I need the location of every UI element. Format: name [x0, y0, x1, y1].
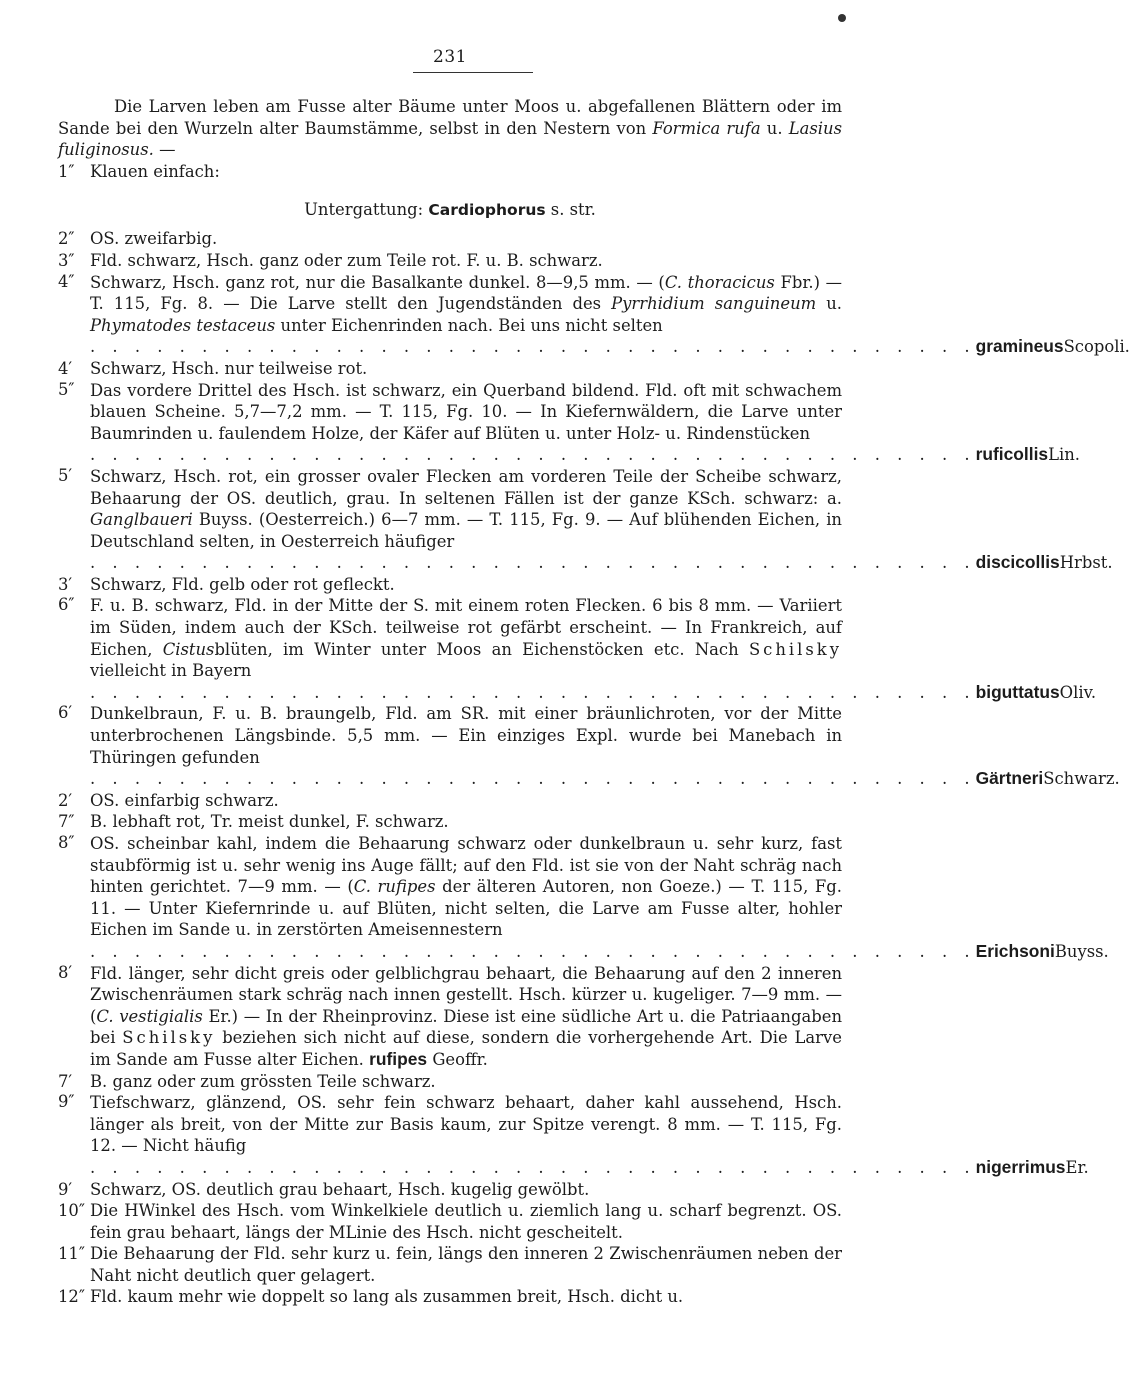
key-number: 11″ [58, 1244, 85, 1264]
species-author: Scopoli. [1063, 337, 1130, 357]
key-entry-7a [58, 811, 842, 833]
species-name: Erichsoni [975, 940, 1055, 961]
text-run: Tiefschwarz, glänzend, OS. sehr fein schwarz behaart, daher kahl aussehend, Hsch. länger als breit, von der Mitte zur Basis kaum, zur Spitze verengt. 8 mm. — T. 115, Fg. 12. — Nicht häufig [90, 1093, 842, 1156]
key-text [90, 466, 842, 552]
key-entry-5a [58, 379, 1080, 466]
intro-taxon-formica: Formica rufa [652, 118, 761, 138]
key-text [90, 272, 842, 337]
text-run: vielleicht in Bayern [90, 661, 252, 681]
key-number: 6′ [58, 703, 73, 723]
intro-paragraph [58, 96, 842, 161]
key-entry-4b [58, 358, 842, 380]
leader-dots: . . . . . . . . . . . . . . . . . . . . . . . . . . . . . . . . . . . . . . . . [90, 337, 976, 357]
key-text [90, 595, 842, 681]
key-text: Klauen einfach: [90, 161, 220, 181]
intro-taxon-lasius: Lasius fuliginosus. [58, 118, 843, 160]
species-author: Hrbst. [1059, 553, 1113, 573]
key-text: OS. zweifarbig. [90, 229, 218, 249]
species-name: biguttatus [975, 681, 1060, 702]
species-line [90, 1156, 1089, 1179]
key-text: Schwarz, OS. deutlich grau behaart, Hsch. kugelig gewölbt. [90, 1179, 590, 1199]
species-author: Geoffr. [427, 1049, 488, 1069]
species-line [90, 681, 1097, 704]
key-text: Die Behaarung der Fld. sehr kurz u. fein, längs den inneren 2 Zwischenräumen neben der Naht nicht deutlich quer gelagert. [90, 1244, 842, 1285]
key-text [90, 833, 842, 941]
leader-dots: . . . . . . . . . . . . . . . . . . . . . . . . . . . . . . . . . . . . . . . . [90, 682, 976, 702]
key-text [90, 703, 842, 768]
species-line [90, 552, 1113, 574]
taxon-italic: C. rufipes [353, 877, 436, 897]
species-name: rufipes [369, 1048, 428, 1069]
key-number: 12″ [58, 1287, 85, 1307]
taxon-italic: Phymatodes testaceus [90, 315, 276, 335]
taxon-italic: Ganglbaueri [90, 510, 193, 530]
key-number: 8″ [58, 833, 75, 852]
taxon-italic: Cistus [162, 639, 215, 659]
text-run: Buyss. (Oesterreich.) 6—7 mm. — T. 115, Fg. 9. — Auf blühenden Eichen, in Deutschland selten, in Oesterreich häufiger [90, 510, 842, 551]
key-number: 4′ [58, 358, 73, 378]
key-entry-3a [58, 250, 842, 272]
author-spaced: Schilsky [122, 1028, 216, 1048]
key-text: B. ganz oder zum grössten Teile schwarz. [90, 1071, 436, 1091]
species-author: Schwarz. [1043, 769, 1120, 789]
text-run: OS. scheinbar kahl, indem die Behaarung schwarz oder dunkelbraun u. sehr kurz, fast staubförmig ist u. sehr wenig ins Auge fällt; auf den Fld. ist sie von der Naht schräg nach hinten gerichtet. 7—9 mm. — ( [90, 834, 842, 897]
key-entry-7b [58, 1071, 842, 1093]
key-entry-3b [58, 574, 842, 596]
taxon-italic: C. thoracicus [664, 272, 775, 292]
key-number: 5′ [58, 465, 73, 485]
key-number: 6″ [58, 595, 75, 615]
key-entry-9a [58, 1092, 1089, 1178]
key-text [90, 380, 842, 445]
species-author: Buyss. [1054, 941, 1109, 961]
key-entry-2b [58, 790, 842, 812]
text-run: Fld. länger, sehr dicht greis oder gelblichgrau behaart, die Behaarung auf den 2 inneren Zwischenräumen stark schräg nach innen gestellt. Hsch. kürzer u. kugeliger. 7—9 mm. — ( [90, 963, 842, 1026]
key-number: 9″ [58, 1092, 75, 1112]
species-name: nigerrimus [975, 1156, 1066, 1177]
key-number: 5″ [58, 379, 75, 399]
key-text: OS. einfarbig schwarz. [90, 790, 279, 810]
leader-dots: . . . . . . . . . . . . . . . . . . . . . . . . . . . . . . . . . . . . . . . . [90, 1157, 976, 1177]
species-line [90, 940, 1109, 963]
text-run: der älteren Autoren, non Goeze.) — T. 115, Fg. 11. — Unter Kiefernrinde u. auf Blüten, nicht selten, die Larve am Fusse alter, hohler Eichen im Sande u. in zerstörten Ameisennestern [90, 877, 843, 940]
ink-speck [838, 14, 846, 22]
key-number: 3′ [58, 574, 73, 594]
key-entry-8b [58, 963, 842, 1071]
species-line [90, 336, 1130, 358]
key-number: 2″ [58, 229, 75, 249]
key-entry-5b [58, 465, 1113, 574]
key-text: B. lebhaft rot, Tr. meist dunkel, F. schwarz. [90, 812, 449, 832]
author-spaced: Schilsky [748, 639, 842, 659]
intro-text: u. [760, 118, 789, 138]
text-run: Schwarz, Hsch. rot, ein grosser ovaler Flecken am vorderen Teile der Scheibe schwarz, Behaarung der OS. deutlich, grau. In seltenen Fällen ist der ganze KSch. schwarz: a. [90, 466, 842, 508]
text-run: beziehen sich nicht auf diese, sondern die vorhergehende Art. Die Larve im Sande am Fusse alter Eichen. [90, 1028, 842, 1069]
leader-dots: . . . . . . . . . . . . . . . . . . . . . . . . . . . . . . . . . . . . . . . . [90, 445, 976, 465]
key-entry-4a [58, 271, 1130, 358]
page-number: 231 [433, 47, 467, 67]
key-entry-1a [58, 161, 842, 183]
key-number: 4″ [58, 271, 75, 291]
key-number: 9′ [58, 1179, 73, 1199]
taxon-italic: C. vestigialis [96, 1006, 203, 1026]
leader-dots: . . . . . . . . . . . . . . . . . . . . . . . . . . . . . . . . . . . . . . . . [90, 769, 976, 789]
body-text [58, 96, 1130, 1308]
key-entry-8a [58, 833, 1109, 963]
subgenus-heading [58, 198, 842, 222]
species-name: ruficollis [975, 444, 1049, 465]
species-line [90, 768, 1120, 790]
species-author: Oliv. [1059, 682, 1097, 702]
subgenus-name: Cardiophorus [428, 201, 546, 220]
key-text: Schwarz, Hsch. nur teilweise rot. [90, 358, 368, 378]
key-text: Schwarz, Fld. gelb oder rot gefleckt. [90, 574, 395, 594]
page-number-rule [413, 72, 533, 73]
key-entry-12a [58, 1286, 842, 1308]
key-text: Fld. schwarz, Hsch. ganz oder zum Teile rot. F. u. B. schwarz. [90, 250, 603, 270]
text-run: Das vordere Drittel des Hsch. ist schwarz, ein Querband bildend. Fld. oft mit schwachem blauen Scheine. 5,7—7,2 mm. — T. 115, Fg. 10. — In Kiefernwäldern, die Larve unter Baumrinden u. faulendem Holze, der Käfer auf Blüten u. unter Holz- u. Rindenstücken [90, 380, 842, 443]
intro-text: Die Larven leben am Fusse alter Bäume unter Moos u. abgefallenen Blättern oder im Sande bei den Wurzeln alter Baumstämme, selbst in den Nestern von [58, 97, 842, 138]
key-number: 7″ [58, 812, 75, 832]
key-entry-9b [58, 1179, 842, 1201]
key-entry-2a [58, 228, 842, 250]
key-number: 10″ [58, 1201, 85, 1221]
species-name: gramineus [975, 336, 1064, 357]
species-line [90, 444, 1080, 466]
text-run: blüten, im Winter unter Moos an Eichenstöcken etc. Nach [214, 639, 749, 659]
text-run: F. u. B. schwarz, Fld. in der Mitte der S. mit einem roten Flecken. 6 bis 8 mm. — Variiert im Süden, indem auch der KSch. teilweise rot gefärbt erscheint. — In Frankreich, auf Eichen, [90, 596, 842, 659]
key-text: Fld. kaum mehr wie doppelt so lang als zusammen breit, Hsch. dicht u. [90, 1287, 684, 1307]
key-text [90, 963, 842, 1071]
species-name: discicollis [975, 552, 1060, 573]
text-run: Fbr.) — T. 115, Fg. 8. — Die Larve stellt den Jugendständen des [90, 272, 842, 314]
intro-text: — [153, 140, 176, 160]
leader-dots: . . . . . . . . . . . . . . . . . . . . . . . . . . . . . . . . . . . . . . . . [90, 553, 976, 573]
key-text [90, 1092, 842, 1157]
key-text: Die HWinkel des Hsch. vom Winkelkiele deutlich u. ziemlich lang u. scharf begrenzt. OS. fein grau behaart, längs der MLinie des Hsch. nicht gescheitelt. [90, 1201, 842, 1242]
subgenus-prefix: Untergattung: [304, 200, 429, 220]
species-name: Gärtneri [975, 768, 1044, 789]
leader-dots: . . . . . . . . . . . . . . . . . . . . . . . . . . . . . . . . . . . . . . . . [90, 941, 976, 961]
key-entry-6b [58, 703, 1120, 789]
key-entry-10a [58, 1200, 842, 1243]
key-number: 1″ [58, 161, 75, 181]
key-entry-6a [58, 595, 1097, 703]
key-number: 2′ [58, 790, 73, 810]
key-number: 8′ [58, 962, 73, 982]
species-author: Lin. [1048, 445, 1080, 465]
text-run: Dunkelbraun, F. u. B. braungelb, Fld. am SR. mit einer bräunlichroten, vor der Mitte unterbrochenen Längsbinde. 5,5 mm. — Ein einziges Expl. wurde bei Manebach in Thüringen gefunden [90, 704, 842, 767]
key-number: 3″ [58, 250, 75, 270]
key-entry-11a [58, 1243, 842, 1286]
taxon-italic: Pyrrhidium sanguineum [611, 294, 817, 314]
text-run: u. [816, 294, 843, 314]
text-run: Er.) — In der Rheinprovinz. Diese ist eine südliche Art u. die Patriaangaben bei [90, 1006, 843, 1048]
text-run: unter Eichenrinden nach. Bei uns nicht selten [275, 315, 663, 335]
species-author: Er. [1065, 1157, 1089, 1177]
key-number: 7′ [58, 1071, 73, 1091]
text-run: Schwarz, Hsch. ganz rot, nur die Basalkante dunkel. 8—9,5 mm. — ( [90, 272, 665, 292]
subgenus-suffix: s. str. [545, 200, 596, 220]
